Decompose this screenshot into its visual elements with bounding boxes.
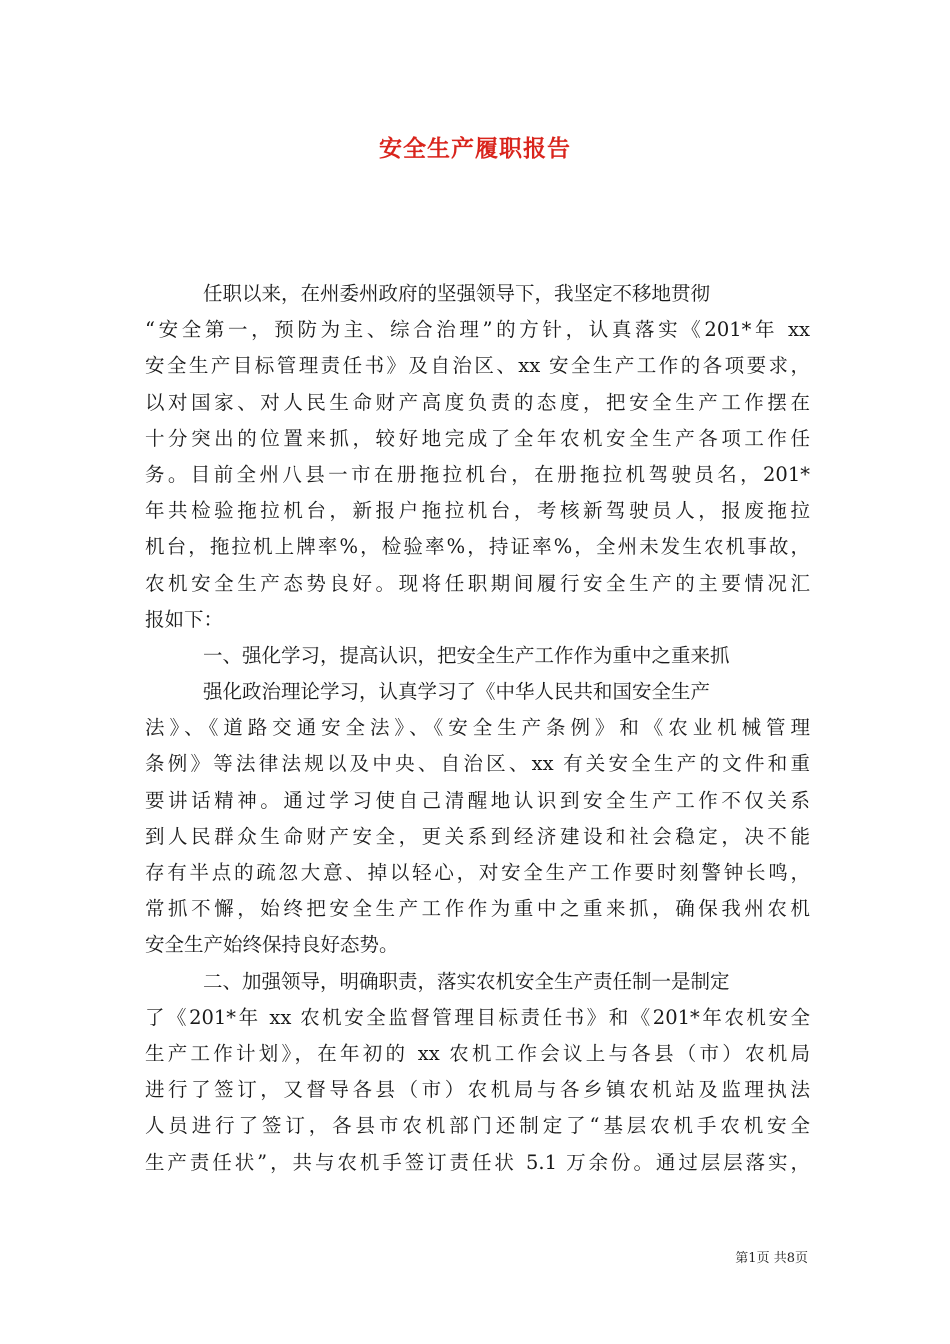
paragraph-line: 生产责任状”，共与农机手签订责任状 5.1 万余份。通过层层落实，: [145, 1150, 810, 1174]
footer-middle: 页 共: [756, 1251, 787, 1266]
footer-total-pages: 8: [786, 1251, 795, 1266]
paragraph-line: 务。目前全州八县一市在册拖拉机台，在册拖拉机驾驶员名，201*: [145, 462, 810, 486]
paragraph-line: 了《201*年 xx 农机安全监督管理目标责任书》和《201*年农机安全: [145, 1005, 810, 1029]
paragraph-line: 年共检验拖拉机台，新报户拖拉机台，考核新驾驶员人，报废拖拉: [145, 499, 810, 523]
document-body: [145, 276, 810, 1181]
paragraph-line: 到人民群众生命财产安全，更关系到经济建设和社会稳定，决不能: [145, 824, 810, 848]
paragraph-line: 机台，拖拉机上牌率%，检验率%，持证率%，全州未发生农机事故，: [145, 535, 810, 559]
section-heading: 一、强化学习，提高认识，把安全生产工作作为重中之重来抓: [203, 643, 730, 667]
paragraph-line: 常抓不懈，始终把安全生产工作作为重中之重来抓，确保我州农机: [145, 897, 810, 921]
paragraph-line: 要讲话精神。通过学习使自己清醒地认识到安全生产工作不仅关系: [145, 788, 810, 812]
footer-suffix: 页: [794, 1251, 808, 1266]
paragraph-line: 条例》等法律法规以及中央、自治区、xx 有关安全生产的文件和重: [145, 752, 810, 776]
footer-current-page: 1: [748, 1251, 757, 1266]
paragraph-line: “安全第一，预防为主、综合治理”的方针，认真落实《201*年 xx: [145, 318, 810, 342]
paragraph-line: 存有半点的疏忽大意、掉以轻心，对安全生产工作要时刻警钟长鸣，: [145, 861, 810, 884]
paragraph-line: 安全生产目标管理责任书》及自治区、xx 安全生产工作的各项要求，: [145, 354, 810, 378]
paragraph-line: 以对国家、对人民生命财产高度负责的态度，把安全生产工作摆在: [145, 390, 810, 414]
paragraph-line: 十分突出的位置来抓，较好地完成了全年农机安全生产各项工作任: [145, 426, 810, 450]
paragraph-line: 人员进行了签订，各县市农机部门还制定了“基层农机手农机安全: [145, 1114, 810, 1138]
page-footer: [735, 1247, 808, 1266]
paragraph-line: 农机安全生产态势良好。现将任职期间履行安全生产的主要情况汇: [145, 571, 810, 595]
paragraph-line: 法》、《道路交通安全法》、《安全生产条例》和《农业机械管理: [145, 716, 810, 740]
paragraph-line: 报如下：: [145, 607, 224, 631]
paragraph-line: 安全生产始终保持良好态势。: [145, 933, 399, 957]
paragraph-line: 进行了签订，又督导各县（市）农机局与各乡镇农机站及监理执法: [145, 1078, 810, 1102]
document-title: 安全生产履职报告: [379, 135, 571, 162]
footer-prefix: 第: [735, 1251, 749, 1266]
paragraph-line: 生产工作计划》，在年初的 xx 农机工作会议上与各县（市）农机局: [145, 1041, 810, 1065]
paragraph-line: 强化政治理论学习，认真学习了《中华人民共和国安全生产: [203, 680, 711, 704]
paragraph-line: 任职以来，在州委州政府的坚强领导下，我坚定不移地贯彻: [203, 282, 711, 305]
section-heading: 二、加强领导，明确职责，落实农机安全生产责任制一是制定: [203, 969, 730, 993]
